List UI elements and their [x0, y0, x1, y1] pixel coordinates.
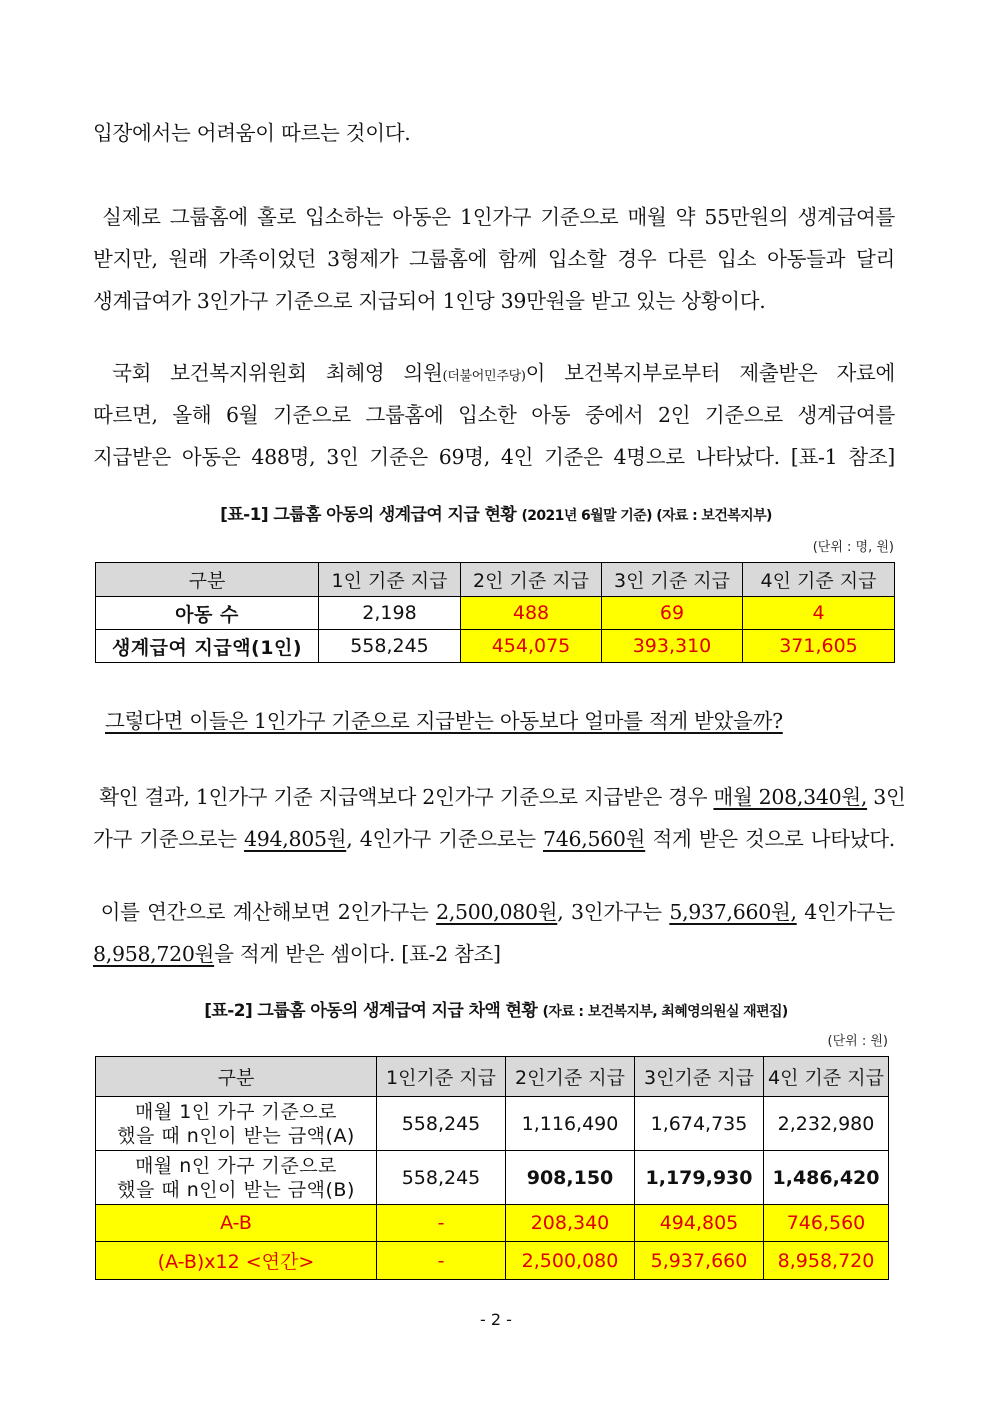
row-label-line: 했을 때 n인이 받는 금액(A) [117, 1124, 355, 1147]
header-cell: 1인 기준 지급 [319, 563, 461, 597]
text-line: 따르면, 올해 6월 기준으로 그룹홈에 입소한 아동 중에서 2인 기준으로 생계급여를 [93, 403, 895, 427]
table-row [96, 597, 895, 630]
party-note: (더불어민주당) [442, 369, 526, 384]
text-span: , 4인가구 기준으로는 [346, 827, 543, 851]
underlined-text: 494,805원 [244, 827, 347, 851]
text-span: 을 적게 받은 셈이다. [표-2 참조] [214, 942, 501, 966]
row-label [96, 1151, 377, 1205]
table-cell-highlight: 8,958,720 [764, 1242, 889, 1280]
header-cell: 4인 기준 지급 [743, 563, 895, 597]
text-span: 이를 연간으로 계산해보면 2인가구는 [100, 900, 437, 924]
text-line [93, 356, 895, 386]
header-cell: 구분 [96, 563, 319, 597]
table-cell-highlight: 494,805 [635, 1205, 764, 1242]
table-cell: 908,150 [506, 1151, 635, 1205]
table2-unit: (단위 : 원) [827, 1034, 888, 1049]
text-span: 4인가구는 [796, 900, 896, 924]
underlined-text: 746,560원 [543, 827, 646, 851]
header-cell: 3인기준 지급 [635, 1057, 764, 1097]
table-cell-highlight: 2,500,080 [506, 1242, 635, 1280]
table-cell: 558,245 [319, 630, 461, 663]
text-span: 3인 [867, 785, 906, 809]
text-line [105, 704, 783, 734]
table-cell-highlight: 69 [602, 597, 743, 630]
row-label: 생계급여 지급액(1인) [96, 630, 319, 663]
table-cell-highlight: - [377, 1205, 506, 1242]
table-2 [95, 1056, 889, 1280]
table-cell: 2,232,980 [764, 1097, 889, 1151]
table-row [96, 1242, 889, 1280]
table-cell: 2,198 [319, 597, 461, 630]
text-line [93, 937, 501, 967]
caption-title: [표-2] 그룹홈 아동의 생계급여 지급 차액 현황 [204, 1001, 538, 1021]
table-cell-highlight: 393,310 [602, 630, 743, 663]
text-span: 국회 보건복지위원회 최혜영 의원 [112, 361, 443, 385]
caption-sub: (자료 : 보건복지부, 최혜영의원실 재편집) [542, 1004, 788, 1020]
text-line: 지급받은 아동은 488명, 3인 기준은 69명, 4인 기준은 4명으로 나타났다. [표-1 참조] [93, 445, 895, 469]
underlined-text: 8,958,720원 [93, 942, 215, 966]
text-line: 입장에서는 어려움이 따르는 것이다. [93, 121, 411, 145]
row-label-line: 매월 n인 가구 기준으로 [135, 1154, 337, 1177]
text-line [93, 200, 895, 230]
header-cell: 1인기준 지급 [377, 1057, 506, 1097]
table-cell-highlight: 454,075 [461, 630, 602, 663]
underlined-text: 그렇다면 이들은 1인가구 기준으로 지급받는 아동보다 얼마를 적게 받았을까? [105, 709, 783, 733]
table-1 [95, 562, 895, 663]
table-cell-highlight: 488 [461, 597, 602, 630]
table-cell-highlight: 4 [743, 597, 895, 630]
text-span: 가구 기준으로는 [93, 827, 245, 851]
header-cell: 2인기준 지급 [506, 1057, 635, 1097]
table1-caption [0, 500, 992, 525]
table-cell: 1,486,420 [764, 1151, 889, 1205]
underlined-text: 매월 208,340원, [713, 785, 868, 809]
text-line: 받지만, 원래 가족이었던 3형제가 그룹홈에 함께 입소할 경우 다른 입소 아동들과 달리 [93, 247, 895, 271]
caption-title: [표-1] 그룹홈 아동의 생계급여 지급 현황 [220, 505, 517, 525]
header-cell: 2인 기준 지급 [461, 563, 602, 597]
text-line [93, 780, 906, 810]
row-label [96, 1097, 377, 1151]
row-label-line: 매월 1인 가구 기준으로 [135, 1100, 337, 1123]
caption-sub: (2021년 6월말 기준) (자료 : 보건복지부) [521, 508, 772, 524]
table-cell-highlight: - [377, 1242, 506, 1280]
row-label: A-B [96, 1205, 377, 1242]
page-number: - 2 - [480, 1310, 512, 1329]
table-cell: 558,245 [377, 1151, 506, 1205]
row-label: 아동 수 [96, 597, 319, 630]
row-label-line: 했을 때 n인이 받는 금액(B) [117, 1178, 355, 1201]
table-row [96, 630, 895, 663]
table-header-row [96, 1057, 889, 1097]
text-line [93, 895, 895, 925]
underlined-text: 5,937,660원, [669, 900, 797, 924]
table-row [96, 1151, 889, 1205]
table-row [96, 1205, 889, 1242]
text-span: 적게 받은 것으로 나타났다. [645, 827, 895, 851]
table-header-row [96, 563, 895, 597]
text-line: 생계급여가 3인가구 기준으로 지급되어 1인당 39만원을 받고 있는 상황이다. [93, 289, 766, 313]
header-cell: 4인 기준 지급 [764, 1057, 889, 1097]
text-line [93, 822, 895, 852]
table-cell-highlight: 746,560 [764, 1205, 889, 1242]
header-cell: 3인 기준 지급 [602, 563, 743, 597]
table-row [96, 1097, 889, 1151]
table-cell: 558,245 [377, 1097, 506, 1151]
header-cell: 구분 [96, 1057, 377, 1097]
table2-caption [0, 996, 992, 1021]
text-span: 실제로 그룹홈에 홀로 입소하는 아동은 1인가구 기준으로 매월 약 55만원의 생계급여를 [102, 205, 895, 229]
table-cell: 1,674,735 [635, 1097, 764, 1151]
table-cell-highlight: 5,937,660 [635, 1242, 764, 1280]
text-span: 이 보건복지부로부터 제출받은 자료에 [525, 361, 895, 385]
text-span: , 3인가구는 [557, 900, 670, 924]
row-label: (A-B)x12 <연간> [96, 1242, 377, 1280]
underlined-text: 2,500,080원 [436, 900, 558, 924]
table-cell: 1,179,930 [635, 1151, 764, 1205]
table-cell-highlight: 208,340 [506, 1205, 635, 1242]
table-cell-highlight: 371,605 [743, 630, 895, 663]
text-span: 확인 결과, 1인가구 기준 지급액보다 2인가구 기준으로 지급받은 경우 [99, 785, 714, 809]
table1-unit: (단위 : 명, 원) [812, 540, 894, 555]
table-cell: 1,116,490 [506, 1097, 635, 1151]
